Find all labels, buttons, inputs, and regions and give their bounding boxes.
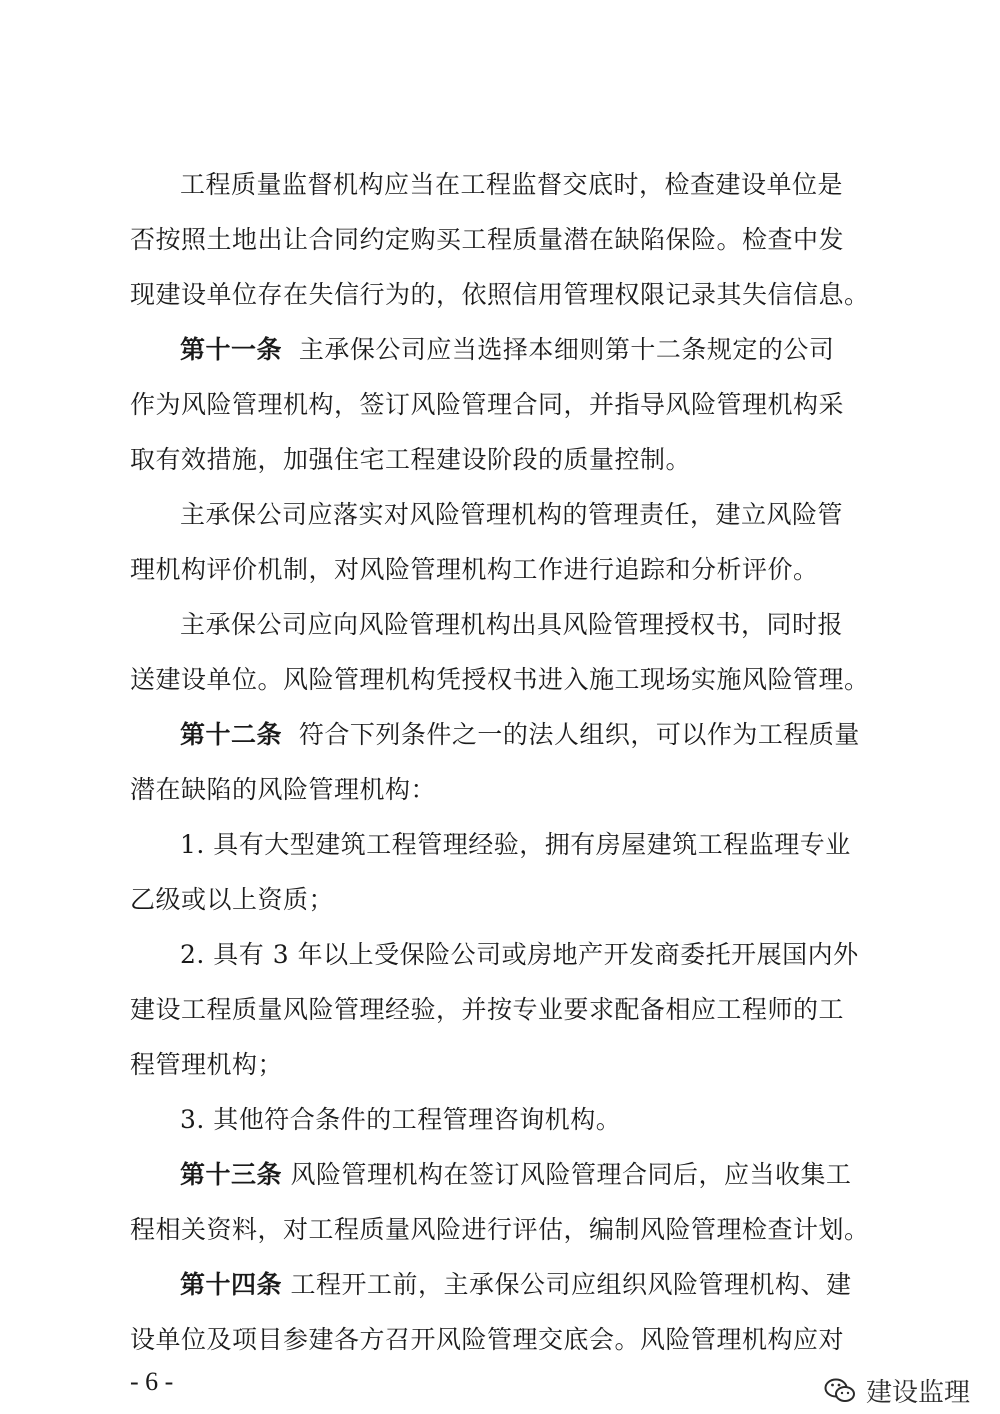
text-line: 工程质量监督机构应当在工程监督交底时，检查建设单位是 <box>180 170 844 199</box>
article-thirteen-line: 第十三条 风险管理机构在签订风险管理合同后，应当收集工 <box>180 1160 852 1189</box>
article-label: 第十四条 <box>180 1270 283 1299</box>
text-line: 取有效措施，加强住宅工程建设阶段的质量控制。 <box>130 445 692 474</box>
text-line: 理机构评价机制，对风险管理机构工作进行追踪和分析评价。 <box>130 555 819 584</box>
wechat-icon <box>824 1377 856 1405</box>
text-line: 否按照土地出让合同约定购买工程质量潜在缺陷保险。检查中发 <box>130 225 845 254</box>
list-item: 2. 具有 3 年以上受保险公司或房地产开发商委托开展国内外 <box>180 940 859 969</box>
text-line: 送建设单位。风险管理机构凭授权书进入施工现场实施风险管理。 <box>130 665 870 694</box>
text-line: 作为风险管理机构，签订风险管理合同，并指导风险管理机构采 <box>130 390 845 419</box>
text-line: 建设工程质量风险管理经验，并按专业要求配备相应工程师的工 <box>130 995 845 1024</box>
page-number: - 6 - <box>130 1367 174 1396</box>
list-item: 3. 其他符合条件的工程管理咨询机构。 <box>180 1105 622 1134</box>
text-line: 主承保公司应落实对风险管理机构的管理责任，建立风险管 <box>180 500 844 529</box>
list-item: 1. 具有大型建筑工程管理经验，拥有房屋建筑工程监理专业 <box>180 830 851 859</box>
watermark <box>824 1372 970 1409</box>
text-line: 现建设单位存在失信行为的，依照信用管理权限记录其失信信息。 <box>130 280 870 309</box>
text-line: 乙级或以上资质； <box>130 885 335 914</box>
article-label: 第十二条 <box>180 720 283 749</box>
text-line: 潜在缺陷的风险管理机构： <box>130 775 437 804</box>
text-line: 设单位及项目参建各方召开风险管理交底会。风险管理机构应对 <box>130 1325 845 1354</box>
article-eleven-line: 第十一条 主承保公司应当选择本细则第十二条规定的公司 <box>180 335 835 364</box>
text-line: 程相关资料，对工程质量风险进行评估，编制风险管理检查计划。 <box>130 1215 870 1244</box>
article-label: 第十三条 <box>180 1160 283 1189</box>
watermark-text: 建设监理 <box>865 1378 970 1408</box>
article-twelve-line: 第十二条 符合下列条件之一的法人组织，可以作为工程质量 <box>180 720 860 749</box>
text-line: 程管理机构； <box>130 1050 284 1079</box>
article-fourteen-line: 第十四条 工程开工前，主承保公司应组织风险管理机构、建 <box>180 1270 852 1299</box>
text-line: 主承保公司应向风险管理机构出具风险管理授权书，同时报 <box>180 610 844 639</box>
article-label: 第十一条 <box>180 335 283 364</box>
